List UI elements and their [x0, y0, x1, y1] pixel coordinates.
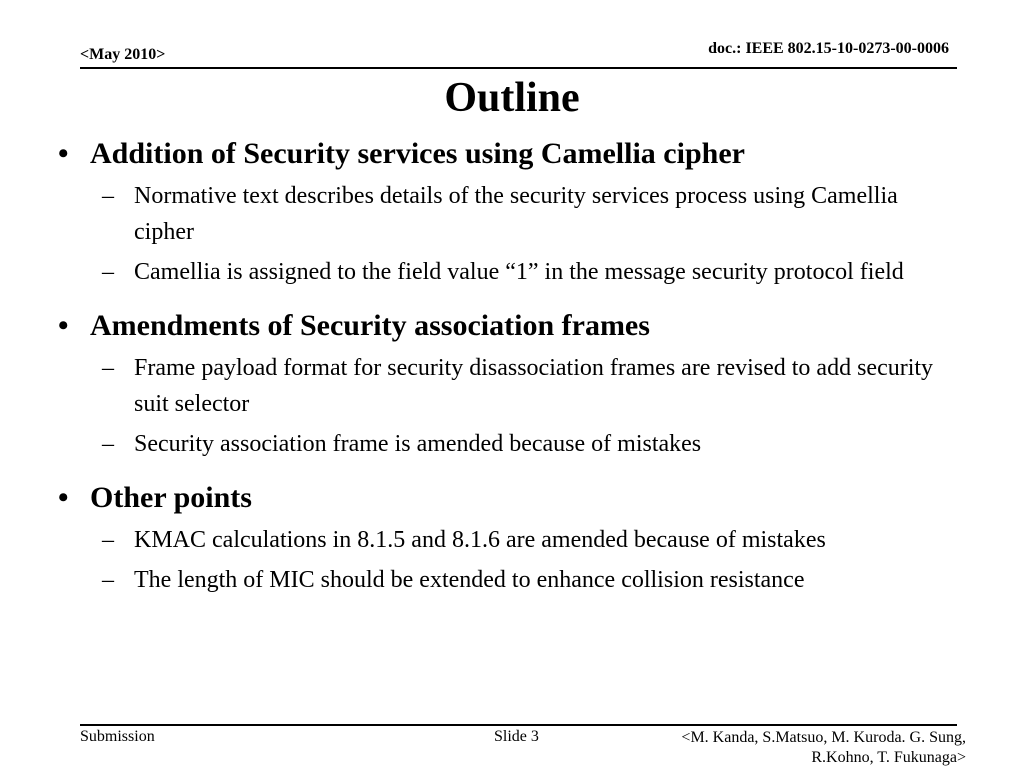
- bullet-mark: •: [58, 309, 69, 342]
- bullet-item: [58, 308, 958, 344]
- sub-bullet-text: Frame payload format for security disassociation frames are revised to add security suit selector: [134, 355, 934, 417]
- dash-mark: –: [102, 355, 114, 381]
- slide-title: Outline: [444, 75, 580, 121]
- header-date: <May 2010>: [80, 46, 166, 63]
- bullet-mark: •: [58, 137, 69, 170]
- dash-mark: –: [102, 567, 114, 593]
- header-doc-id: doc.: IEEE 802.15-10-0273-00-0006: [708, 40, 949, 57]
- bullet-text: Amendments of Security association frames: [90, 309, 650, 342]
- header-rule: [80, 67, 957, 69]
- bullet-mark: •: [58, 481, 69, 514]
- sub-bullet-item: [102, 178, 958, 250]
- sub-bullet-item: [102, 522, 958, 558]
- sub-bullet-text: The length of MIC should be extended to enhance collision resistance: [134, 567, 805, 593]
- dash-mark: –: [102, 183, 114, 209]
- footer-slide-number: Slide 3: [494, 728, 539, 745]
- sub-bullet-text: Camellia is assigned to the field value “1” in the message security protocol field: [134, 259, 904, 285]
- bullet-text: Addition of Security services using Camellia cipher: [90, 137, 745, 170]
- sub-bullet-item: [102, 426, 958, 462]
- footer-rule: [80, 724, 957, 726]
- footer-authors: <M. Kanda, S.Matsuo, M. Kuroda. G. Sung, R.Kohno, T. Fukunaga>: [681, 729, 966, 766]
- sub-bullet-text: KMAC calculations in 8.1.5 and 8.1.6 are amended because of mistakes: [134, 527, 826, 553]
- dash-mark: –: [102, 431, 114, 457]
- bullet-item: [58, 136, 958, 172]
- slide-content: [58, 136, 958, 602]
- bullet-item: [58, 480, 958, 516]
- sub-bullet-item: [102, 562, 958, 598]
- sub-bullet-item: [102, 254, 958, 290]
- dash-mark: –: [102, 527, 114, 553]
- sub-bullet-text: Normative text describes details of the security services process using Camellia cipher: [134, 183, 898, 245]
- sub-bullet-item: [102, 350, 958, 422]
- bullet-text: Other points: [90, 481, 252, 514]
- footer-submission: Submission: [80, 728, 155, 745]
- dash-mark: –: [102, 259, 114, 285]
- sub-bullet-text: Security association frame is amended because of mistakes: [134, 431, 702, 457]
